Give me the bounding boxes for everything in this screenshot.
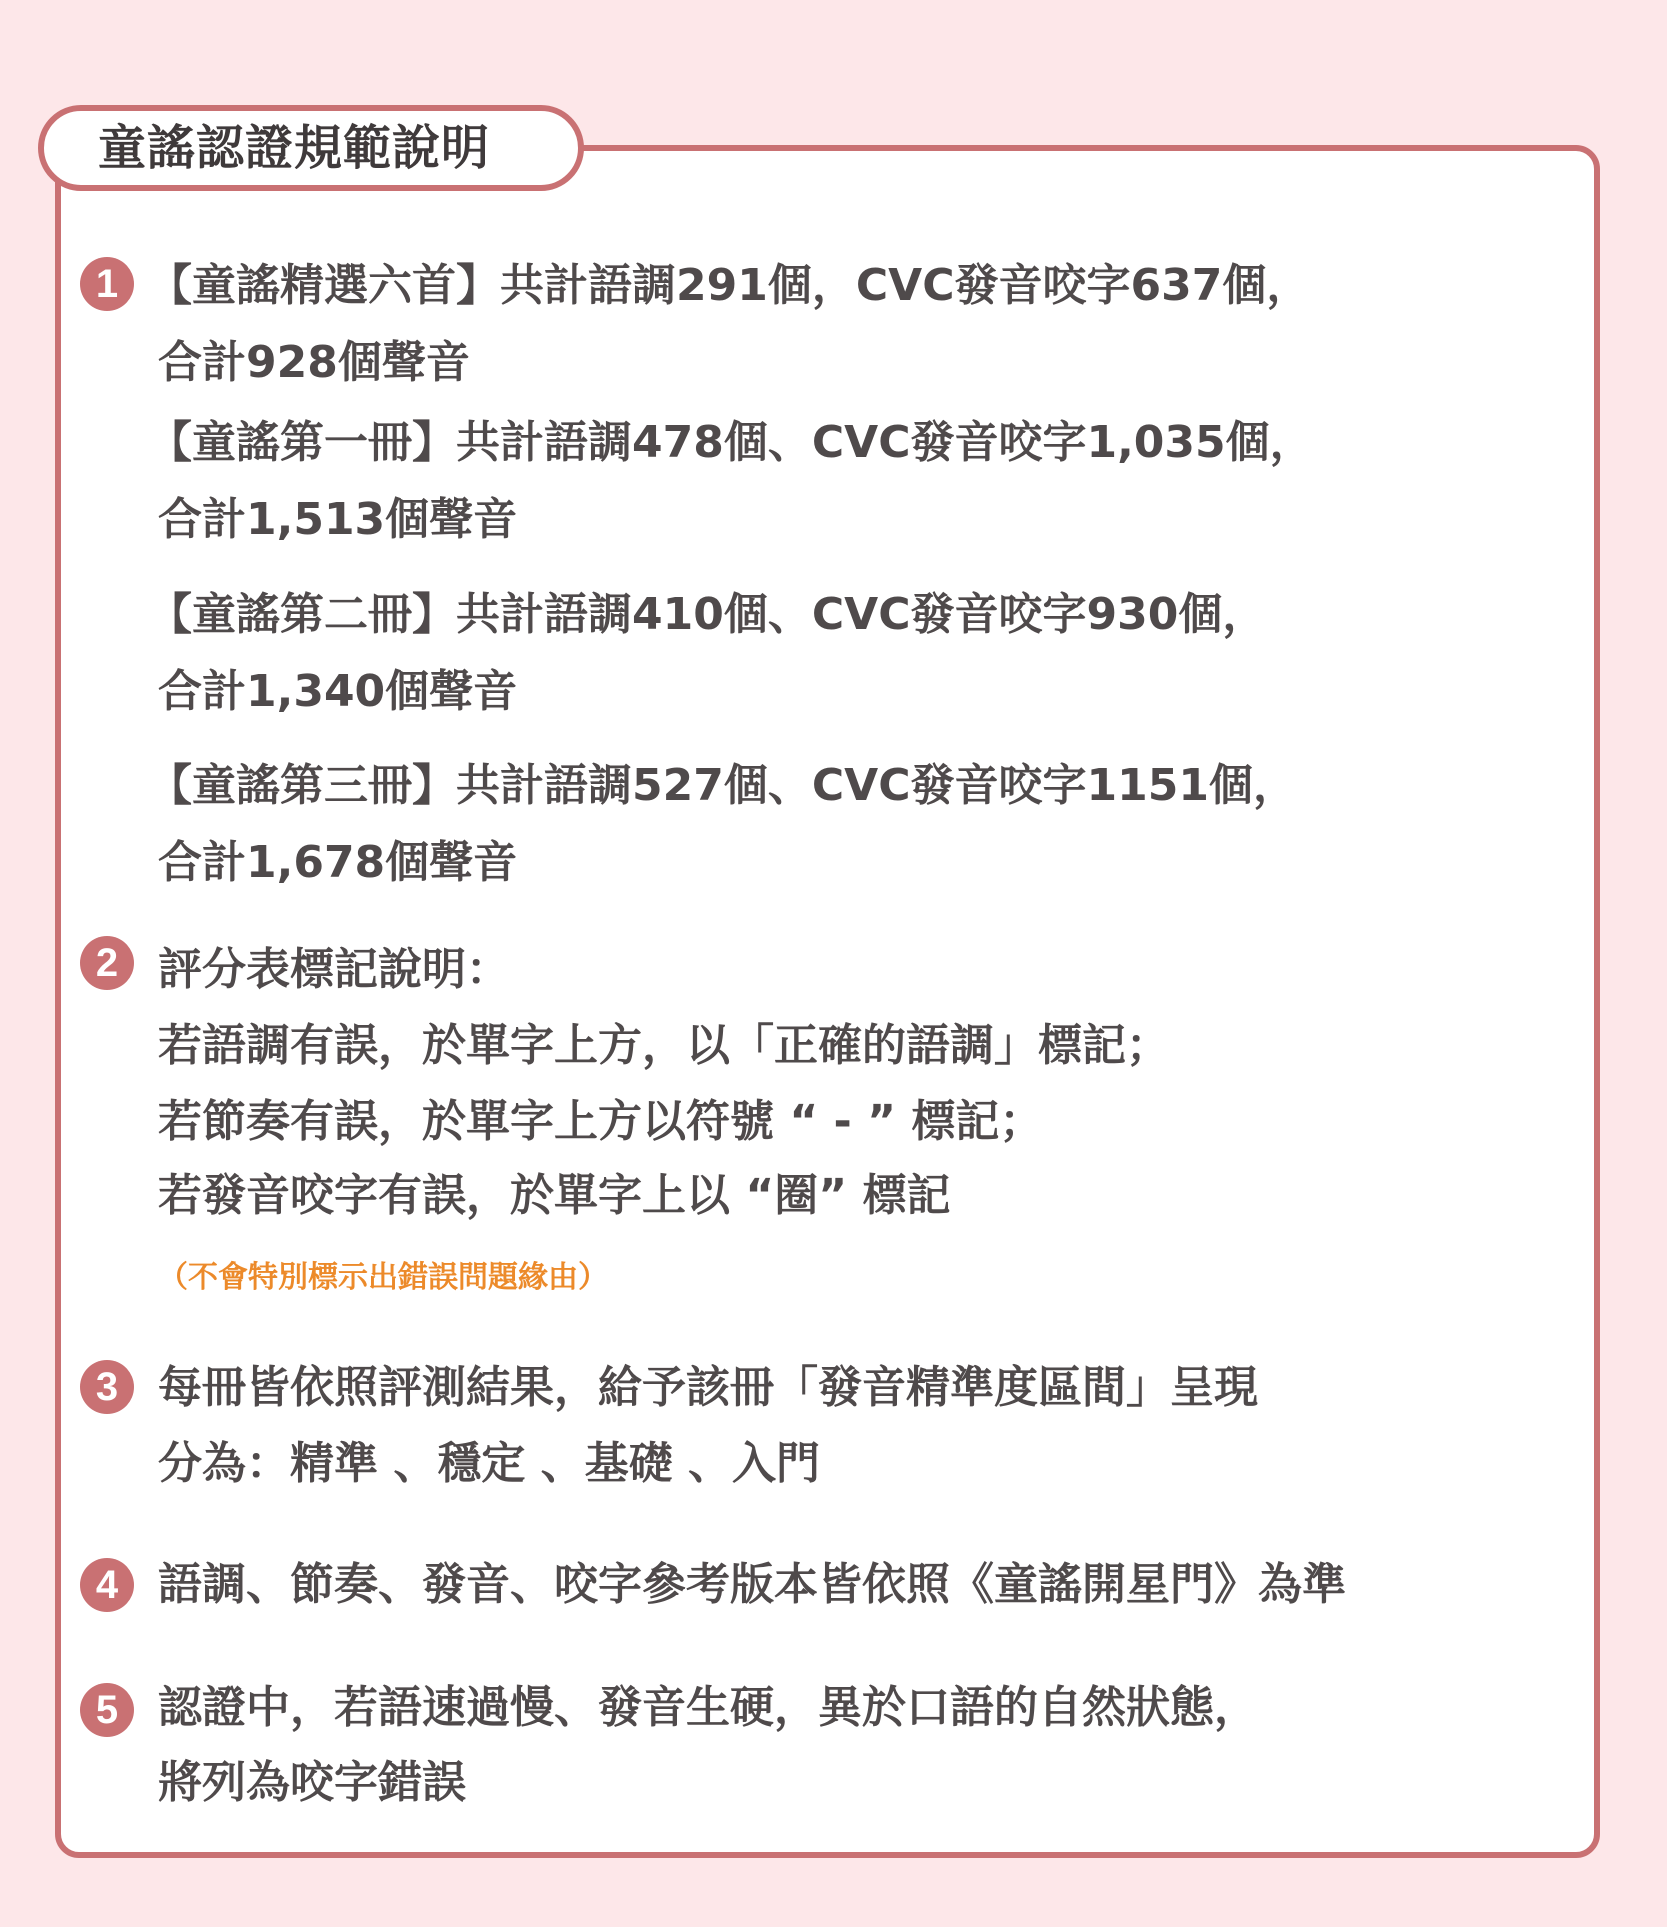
number-badge-3: 3 <box>80 1360 134 1414</box>
number-badge-1: 1 <box>80 257 134 311</box>
section-3-line-1: 每冊皆依照評測結果，給予該冊「發音精準度區間」呈現 <box>158 1362 1258 1413</box>
number-badge-2: 2 <box>80 936 134 990</box>
section-1-line-8: 合計1,678個聲音 <box>158 837 518 888</box>
section-1-line-1: 【童謠精選六首】共計語調291個，CVC發音咬字637個， <box>148 260 1311 311</box>
section-2-line-2: 若語調有誤，於單字上方，以「正確的語調」標記； <box>158 1020 1170 1071</box>
section-4-line-1: 語調、節奏、發音、咬字參考版本皆依照《童謠開星門》為準 <box>158 1559 1346 1610</box>
section-1-line-2: 合計928個聲音 <box>158 337 470 388</box>
section-1-line-4: 合計1,513個聲音 <box>158 494 518 545</box>
section-1-line-5: 【童謠第二冊】共計語調410個、CVC發音咬字930個， <box>148 589 1267 640</box>
section-1-line-6: 合計1,340個聲音 <box>158 666 518 717</box>
section-2-note: （不會特別標示出錯誤問題緣由） <box>158 1260 608 1295</box>
title-tab <box>38 105 584 191</box>
section-1-line-3: 【童謠第一冊】共計語調478個、CVC發音咬字1,035個， <box>148 417 1314 468</box>
section-5-line-2: 將列為咬字錯誤 <box>158 1757 466 1808</box>
section-2-line-4: 若發音咬字有誤，於單字上以 “圈” 標記 <box>158 1170 951 1221</box>
section-3-line-2: 分為：精準 、穩定 、基礎 、入門 <box>158 1438 820 1489</box>
number-badge-5: 5 <box>80 1683 134 1737</box>
page-title: 童謠認證規範說明 <box>98 120 491 176</box>
section-1-line-7: 【童謠第三冊】共計語調527個、CVC發音咬字1151個， <box>148 760 1297 811</box>
section-2-line-1: 評分表標記說明： <box>158 944 510 995</box>
section-2-line-3: 若節奏有誤，於單字上方以符號 “ - ” 標記； <box>158 1096 1044 1147</box>
section-5-line-1: 認證中，若語速過慢、發音生硬，異於口語的自然狀態， <box>158 1682 1258 1733</box>
number-badge-4: 4 <box>80 1558 134 1612</box>
